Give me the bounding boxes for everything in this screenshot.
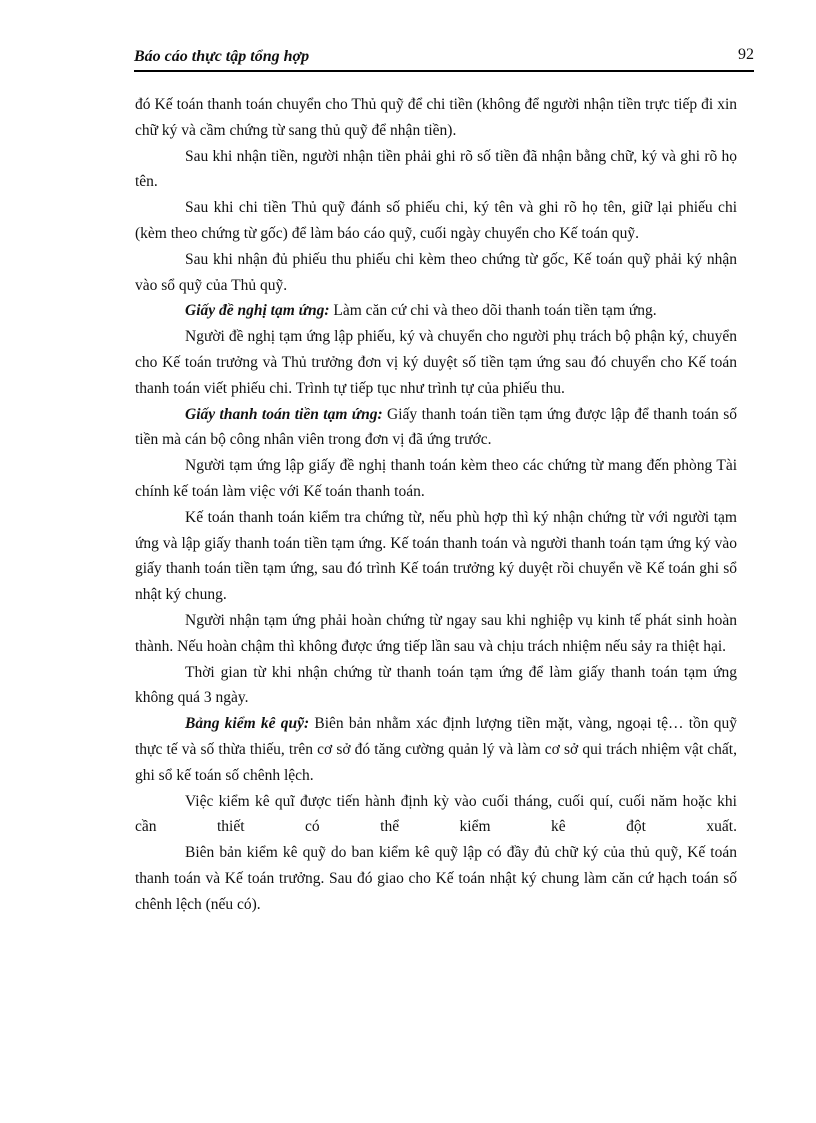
paragraph: Biên bản kiểm kê quỹ do ban kiểm kê quỹ lập có đầy đủ chữ ký của thủ quỹ, Kế toán thanh toán và Kế toán trưởng. Sau đó giao cho Kế toán nhật ký chung làm căn cứ hạch toán số chênh lệch (nếu có). [135,844,737,913]
paragraph: Kế toán thanh toán kiểm tra chứng từ, nếu phù hợp thì ký nhận chứng từ với người tạm ứng và lập giấy thanh toán tiền tạm ứng. Kế toán thanh toán và người thanh toán tạm ứng ký vào giấy thanh toán tiền tạm ứng, sau đó trình Kế toán trưởng ký duyệt rồi chuyển về Kế toán ghi sổ nhật ký chung. [135,508,737,604]
paragraph: Thời gian từ khi nhận chứng từ thanh toán tạm ứng để làm giấy thanh toán tạm ứng không quá 3 ngày. [135,663,737,707]
paragraph: Sau khi chi tiền Thủ quỹ đánh số phiếu chi, ký tên và ghi rõ họ tên, giữ lại phiếu chi (kèm theo chứng từ gốc) để làm báo cáo quỹ, cuối ngày chuyển cho Kế toán quỹ. [135,199,737,242]
term-heading: Bảng kiểm kê quỹ: [185,715,310,733]
document-body [135,92,737,918]
paragraph: Người nhận tạm ứng phải hoàn chứng từ ngay sau khi nghiệp vụ kinh tế phát sinh hoàn thành. Nếu hoàn chậm thì không được ứng tiếp lần sau và chịu trách nhiệm nếu sảy ra thiệt hại. [135,611,737,655]
paragraph: đó Kế toán thanh toán chuyển cho Thủ quỹ để chi tiền (không để người nhận tiền trực tiếp đi xin chữ ký và cầm chứng từ sang thủ quỹ để nhận tiền). [135,96,737,139]
paragraph: Giấy đề nghị tạm ứng: Làm căn cứ chi và theo dõi thanh toán tiền tạm ứng. [185,302,657,320]
paragraph: Sau khi nhận đủ phiếu thu phiếu chi kèm theo chứng từ gốc, Kế toán quỹ phải ký nhận vào sổ quỹ của Thủ quỹ. [135,250,737,294]
page-number: 92 [738,46,754,63]
paragraph: Giấy thanh toán tiền tạm ứng: Giấy thanh toán tiền tạm ứng được lập để thanh toán số tiền mà cán bộ công nhân viên trong đơn vị đã ứng trước. [135,405,737,449]
paragraph: Bảng kiểm kê quỹ: Biên bản nhằm xác định lượng tiền mặt, vàng, ngoại tệ… tồn quỹ thực tế và số thừa thiếu, trên cơ sở đó tăng cường quản lý và làm cơ sở qui trách nhiệm vật chất, ghi sổ kế toán số chênh lệch. [135,715,737,784]
paragraph: Người đề nghị tạm ứng lập phiếu, ký và chuyển cho người phụ trách bộ phận ký, chuyển cho Kế toán trưởng và Thủ trưởng đơn vị ký duyệt số tiền tạm ứng sau đó chuyển cho Kế toán thanh toán viết phiếu chi. Trình tự tiếp tục như trình tự của phiếu thu. [135,328,737,397]
term-heading: Giấy đề nghị tạm ứng: [185,302,330,320]
page-header [134,46,754,72]
term-heading: Giấy thanh toán tiền tạm ứng: [185,405,383,423]
paragraph: Việc kiểm kê quĩ được tiến hành định kỳ vào cuối tháng, cuối quí, cuối năm hoặc khi cần thiết có thể kiểm kê đột xuất. [135,792,737,836]
paragraph: Người tạm ứng lập giấy đề nghị thanh toán kèm theo các chứng từ mang đến phòng Tài chính kế toán làm việc với Kế toán thanh toán. [135,457,737,500]
paragraph: Sau khi nhận tiền, người nhận tiền phải ghi rõ số tiền đã nhận bằng chữ, ký và ghi rõ họ tên. [135,147,737,191]
header-title: Báo cáo thực tập tổng hợp [134,48,310,65]
